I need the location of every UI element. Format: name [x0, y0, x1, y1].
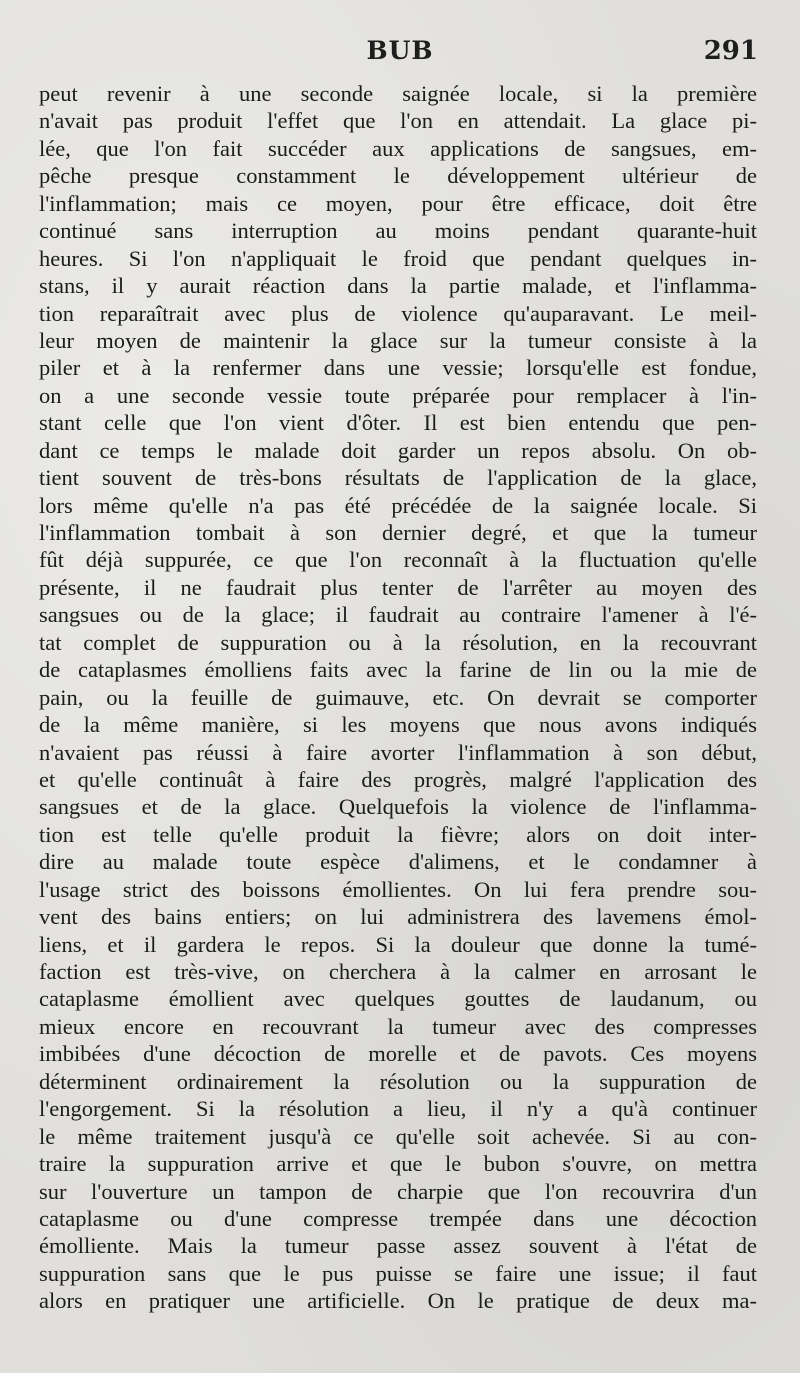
- text-line: peut revenir à une seconde saignée locale, si la première: [39, 81, 757, 106]
- text-line: de la même manière, si les moyens que nous avons indiqués: [39, 712, 757, 738]
- text-line: traire la suppuration arrive et que le bubon s'ouvre, on mettra: [39, 1151, 757, 1177]
- text-line: on a une seconde vessie toute préparée pour remplacer à l'in-: [39, 382, 757, 408]
- text-line: stans, il y aurait réaction dans la partie malade, et l'inflamma-: [39, 273, 757, 299]
- text-line: cataplasme ou d'une compresse trempée dans une décoction: [39, 1205, 757, 1231]
- text-line: n'avait pas produit l'effet que l'on en attendait. La glace pi-: [39, 108, 757, 134]
- page-header: [0, 36, 800, 76]
- text-line: dire au malade toute espèce d'alimens, et le condamner à: [39, 849, 757, 875]
- text-line: faction est très-vive, on cherchera à la calmer en arrosant le: [39, 959, 757, 984]
- text-line: sur l'ouverture un tampon de charpie que l'on recouvrira d'un: [39, 1178, 757, 1204]
- text-line: et qu'elle continuât à faire des progrès, malgré l'application des: [39, 766, 757, 792]
- running-head: BUB: [366, 36, 434, 65]
- text-line: piler et à la renfermer dans une vessie; lorsqu'elle est fondue,: [39, 355, 757, 381]
- text-line: dant ce temps le malade doit garder un repos absolu. On ob-: [39, 437, 757, 463]
- text-line: pain, ou la feuille de guimauve, etc. On devrait se comporter: [39, 684, 757, 710]
- text-line: tient souvent de très-bons résultats de l'application de la glace,: [39, 465, 757, 491]
- text-line: liens, et il gardera le repos. Si la douleur que donne la tumé-: [39, 931, 757, 957]
- text-line: de cataplasmes émolliens faits avec la farine de lin ou la mie de: [39, 657, 757, 683]
- body-text: [39, 80, 757, 1315]
- text-line: heures. Si l'on n'appliquait le froid que pendant quelques in-: [39, 245, 757, 271]
- text-line: stant celle que l'on vient d'ôter. Il est bien entendu que pen-: [39, 410, 757, 436]
- text-line: mieux encore en recouvrant la tumeur avec des compresses: [39, 1013, 757, 1039]
- text-line: sangsues ou de la glace; il faudrait au contraire l'amener à l'é-: [39, 602, 757, 628]
- text-line: lée, que l'on fait succéder aux applications de sangsues, em-: [39, 135, 757, 161]
- text-line: alors en pratiquer une artificielle. On le pratique de deux ma-: [39, 1288, 757, 1314]
- text-line: le même traitement jusqu'à ce qu'elle soit achevée. Si au con-: [39, 1123, 757, 1149]
- text-line: tat complet de suppuration ou à la résolution, en la recouvrant: [39, 629, 757, 655]
- text-line: tion est telle qu'elle produit la fièvre; alors on doit inter-: [39, 821, 757, 847]
- text-line: suppuration sans que le pus puisse se faire une issue; il faut: [39, 1260, 757, 1286]
- text-line: sangsues et de la glace. Quelquefois la violence de l'inflamma-: [39, 794, 757, 820]
- text-line: fût déjà suppurée, ce que l'on reconnaît à la fluctuation qu'elle: [39, 547, 757, 573]
- text-line: l'inflammation tombait à son dernier degré, et que la tumeur: [39, 520, 757, 545]
- text-line: tion reparaîtrait avec plus de violence qu'auparavant. Le meil-: [39, 300, 757, 326]
- text-line: émolliente. Mais la tumeur passe assez souvent à l'état de: [39, 1233, 757, 1259]
- text-line: l'engorgement. Si la résolution a lieu, il n'y a qu'à continuer: [39, 1096, 757, 1122]
- text-line: cataplasme émollient avec quelques gouttes de laudanum, ou: [39, 986, 757, 1012]
- text-line: leur moyen de maintenir la glace sur la tumeur consiste à la: [39, 327, 757, 353]
- text-line: n'avaient pas réussi à faire avorter l'inflammation à son début,: [39, 739, 757, 765]
- text-line: déterminent ordinairement la résolution ou la suppuration de: [39, 1068, 757, 1094]
- text-line: continué sans interruption au moins pendant quarante-huit: [39, 218, 757, 244]
- text-line: vent des bains entiers; on lui administrera des lavemens émol-: [39, 904, 757, 930]
- text-line: imbibées d'une décoction de morelle et de pavots. Ces moyens: [39, 1041, 757, 1067]
- text-line: pêche presque constamment le développement ultérieur de: [39, 163, 757, 189]
- text-line: présente, il ne faudrait plus tenter de l'arrêter au moyen des: [39, 574, 757, 600]
- page-number: 291: [703, 36, 758, 66]
- text-line: l'inflammation; mais ce moyen, pour être efficace, doit être: [39, 190, 757, 216]
- text-line: lors même qu'elle n'a pas été précédée de la saignée locale. Si: [39, 492, 757, 518]
- text-line: l'usage strict des boissons émollientes. On lui fera prendre sou-: [39, 876, 757, 902]
